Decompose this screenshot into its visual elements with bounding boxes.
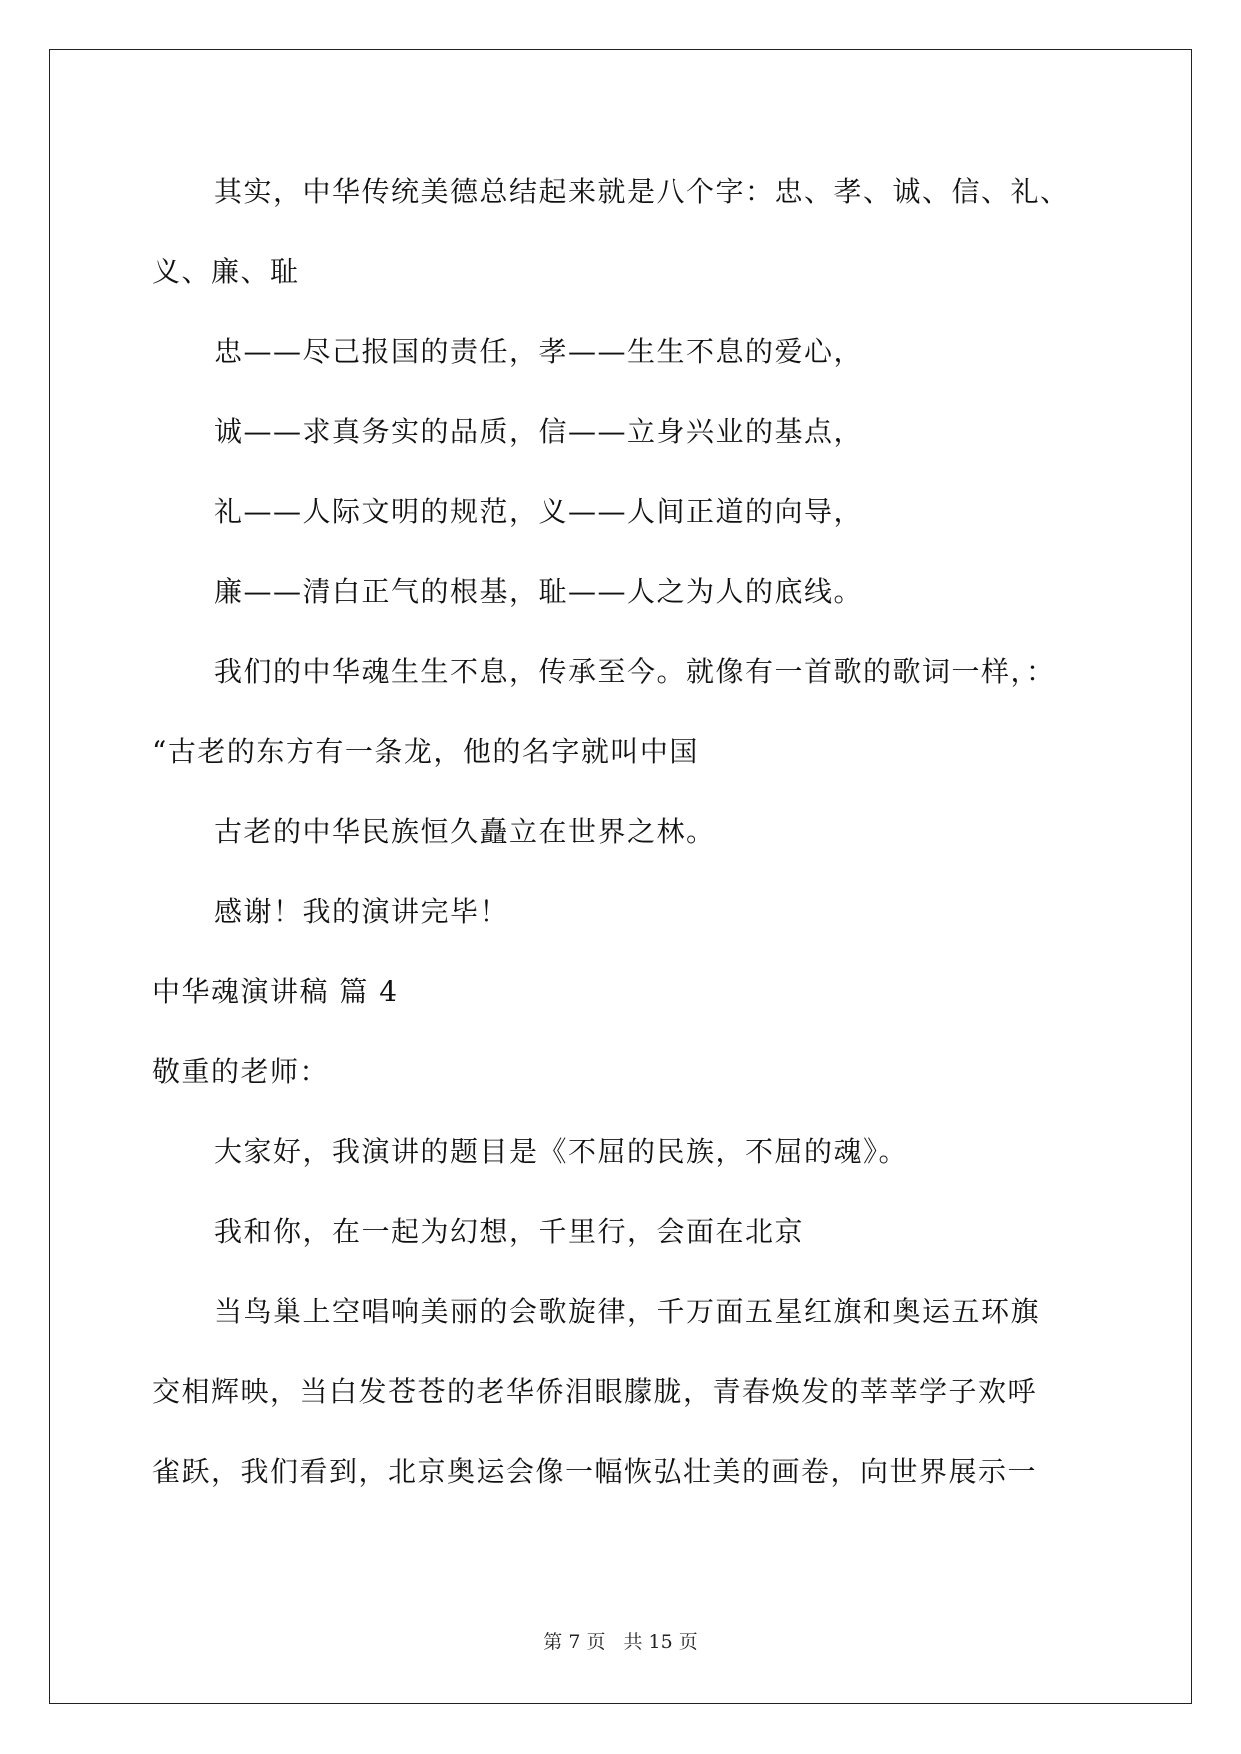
paragraph-line: 礼——人际文明的规范，义——人间正道的向导， <box>214 495 864 528</box>
paragraph-line: 交相辉映，当白发苍苍的老华侨泪眼朦胧，青春焕发的莘莘学子欢呼 <box>152 1375 1038 1408</box>
section-heading: 中华魂演讲稿 篇 4 <box>152 975 399 1008</box>
paragraph-line: 诚——求真务实的品质，信——立身兴业的基点， <box>214 415 864 448</box>
paragraph-line: 忠——尽己报国的责任，孝——生生不息的爱心， <box>214 335 864 368</box>
paragraph-line: 我们的中华魂生生不息，传承至今。就像有一首歌的歌词一样，： <box>214 655 1056 688</box>
salutation: 敬重的老师： <box>152 1055 330 1088</box>
paragraph-line: 义、廉、耻 <box>152 255 300 288</box>
paragraph-line: 廉——清白正气的根基，耻——人之为人的底线。 <box>214 575 864 608</box>
paragraph-line: 其实，中华传统美德总结起来就是八个字：忠、孝、诚、信、礼、 <box>214 175 1070 208</box>
paragraph-line: 雀跃，我们看到，北京奥运会像一幅恢弘壮美的画卷，向世界展示一 <box>152 1455 1038 1488</box>
paragraph-line: 古老的中华民族恒久矗立在世界之林。 <box>214 815 716 848</box>
paragraph-line: 大家好，我演讲的题目是《不屈的民族，不屈的魂》。 <box>214 1135 909 1168</box>
page-total: 共 15 页 <box>623 1631 698 1653</box>
paragraph-line: “古老的东方有一条龙，他的名字就叫中国 <box>152 735 699 768</box>
page-number: 第 7 页 <box>543 1631 606 1653</box>
paragraph-line: 我和你，在一起为幻想，千里行，会面在北京 <box>214 1215 805 1248</box>
paragraph-line: 感谢！我的演讲完毕！ <box>214 895 510 928</box>
paragraph-line: 当鸟巢上空唱响美丽的会歌旋律，千万面五星红旗和奥运五环旗 <box>214 1295 1041 1328</box>
page-footer <box>0 1630 1241 1654</box>
